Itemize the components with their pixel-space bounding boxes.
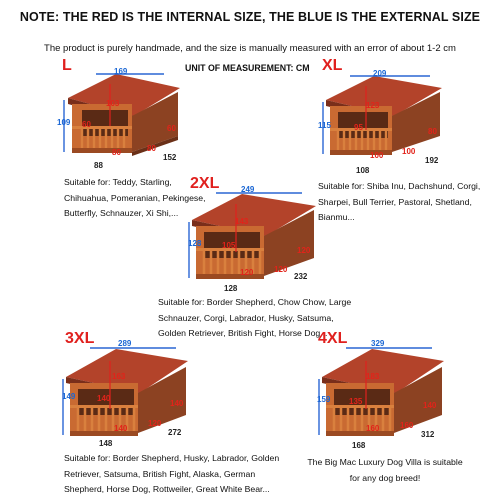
- inner-side: 80: [428, 127, 437, 136]
- inner-front: 160: [366, 424, 380, 433]
- inner-depth: 140: [97, 394, 111, 403]
- front-width: 108: [356, 166, 370, 175]
- roof-width: 209: [373, 69, 387, 78]
- side-depth: 160: [400, 421, 414, 430]
- inner-height: 103: [106, 99, 120, 108]
- inner-depth: 135: [349, 397, 363, 406]
- outer-height: 128: [188, 239, 202, 248]
- front-width: 128: [224, 284, 238, 293]
- inner-front: 140: [114, 424, 128, 433]
- inner-height: 163: [112, 372, 126, 381]
- size-label: 4XL: [318, 330, 348, 347]
- size-label: 3XL: [65, 330, 95, 347]
- inner-side: 60: [167, 124, 176, 133]
- outer-depth: 232: [294, 272, 308, 281]
- note-heading: NOTE: THE RED IS THE INTERNAL SIZE, THE BLUE IS THE EXTERNAL SIZE: [19, 10, 481, 24]
- size-label: L: [62, 57, 72, 74]
- suitable-breeds: Suitable for: Teddy, Starling, Chihuahua, Pomeranian, Pekingese, Butterfly, Schnauzer, Xi Shi,...: [64, 177, 206, 218]
- roof-width: 169: [114, 67, 128, 76]
- inner-side: 140: [170, 399, 184, 408]
- suitable-breeds: Suitable for: Shiba Inu, Dachshund, Corgi, Sharpei, Bull Terrier, Pastoral, Shetland, Bianmu...: [318, 181, 481, 222]
- outer-depth: 312: [421, 430, 435, 439]
- roof-width: 249: [241, 185, 255, 194]
- front-width: 148: [99, 439, 113, 448]
- outer-height: 115: [318, 121, 331, 130]
- inner-height: 143: [235, 217, 249, 226]
- dog-house-image: [60, 70, 190, 165]
- inner-front: 100: [370, 151, 384, 160]
- front-width: 168: [352, 441, 366, 450]
- inner-height: 123: [366, 101, 380, 110]
- suitable-breeds: Suitable for: Border Shepherd, Chow Chow, Large Schnauzer, Corgi, Labrador, Husky, Satsuma, Golden Retriever, British Fight, Horse Dog...: [158, 297, 352, 338]
- size-label: XL: [322, 57, 343, 74]
- inner-depth: 60: [82, 120, 91, 129]
- inner-side: 120: [297, 246, 311, 255]
- handmade-disclaimer: The product is purely handmade, and the size is manually measured with an error of about 1-2 cm: [44, 43, 456, 54]
- outer-depth: 192: [425, 156, 439, 165]
- outer-height: 159: [317, 395, 331, 404]
- roof-width: 329: [371, 339, 385, 348]
- outer-height: 109: [57, 118, 71, 127]
- inner-depth: 95: [354, 123, 363, 132]
- inner-front: 80: [112, 148, 121, 157]
- side-depth: 80: [147, 144, 156, 153]
- unit-label: UNIT OF MEASUREMENT: CM: [185, 63, 310, 73]
- inner-depth: 105: [222, 241, 236, 250]
- inner-front: 120: [240, 268, 254, 277]
- inner-side: 140: [423, 401, 437, 410]
- size-label: 2XL: [190, 175, 220, 192]
- inner-height: 183: [366, 372, 380, 381]
- side-depth: 120: [148, 419, 162, 428]
- dog-house-image: [320, 72, 450, 164]
- front-width: 88: [94, 161, 103, 170]
- side-depth: 100: [402, 147, 416, 156]
- outer-depth: 152: [163, 153, 177, 162]
- suitable-breeds: Suitable for: Border Shepherd, Husky, Labrador, Golden Retriever, Satsuma, British Fight, Alaska, German Shepherd, Horse Dog, Rottweiler, Great White Bear...: [64, 453, 280, 494]
- suitable-breeds: The Big Mac Luxury Dog Villa is suitable for any dog breed!: [307, 457, 463, 483]
- side-depth: 120: [274, 265, 288, 274]
- roof-width: 289: [118, 339, 132, 348]
- outer-height: 149: [62, 392, 76, 401]
- outer-depth: 272: [168, 428, 182, 437]
